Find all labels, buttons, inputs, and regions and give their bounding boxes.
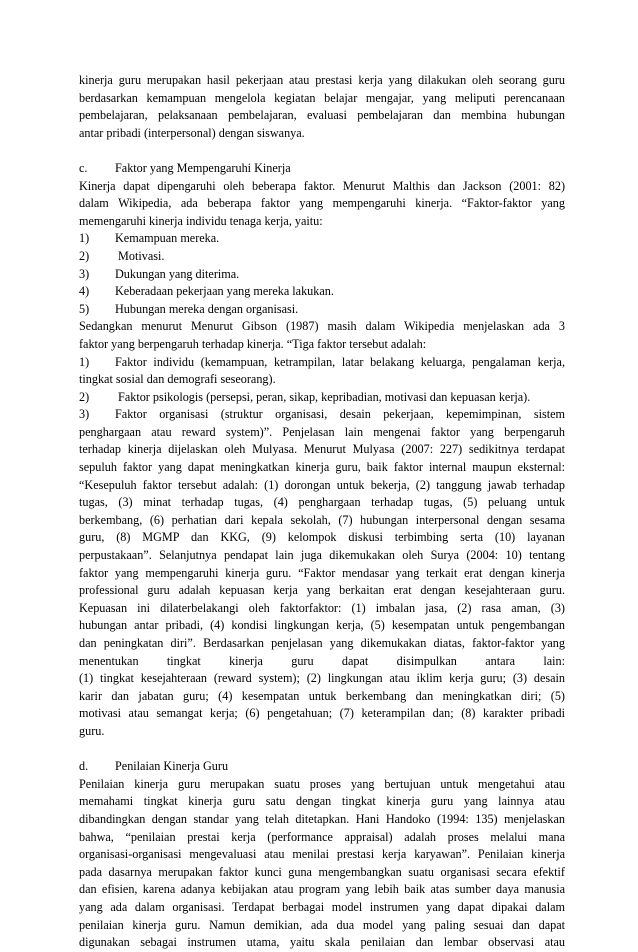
- text-line: professional guru adalah kepuasan kerja yang berkaitan erat dengan kesejahteraan guru.: [79, 583, 565, 598]
- text-line: pembelajaran, pelaksanaan pembelajaran, evaluasi pembelajaran dan membina hubungan: [79, 108, 565, 123]
- list-text: Faktor psikologis (persepsi, peran, sikap, kepribadian, motivasi dan kepuasan kerja).: [115, 389, 531, 404]
- text-line: antar pribadi (interpersonal) dengan siswanya.: [79, 125, 305, 140]
- text-line: dalam Wikipedia, ada beberapa faktor yang mempengaruhi kinerja. “Faktor-faktor yang: [79, 196, 565, 211]
- text-line: “Kesepuluh faktor tersebut adalah: (1) dorongan untuk bekerja, (2) tanggung jawab terhadap: [79, 477, 565, 492]
- text-line: Kinerja dapat dipengaruhi oleh beberapa faktor. Menurut Malthis dan Jackson (2001: 82): [79, 178, 565, 193]
- text-line: sepuluh faktor yang dapat meningkatkan kinerja guru, baik faktor internal maupun eksternal:: [79, 460, 565, 475]
- text-line: karir dan jabatan guru; (4) kesempatan untuk berkembang dan meningkatkan diri; (5): [79, 688, 565, 703]
- text-line: pada dasarnya merupakan faktor kunci guna mengembangkan suatu organisasi secara efektif: [79, 864, 565, 879]
- intro-paragraph: [79, 72, 565, 142]
- text-line: Sedangkan menurut Menurut Gibson (1987) masih dalam Wikipedia menjelaskan ada 3: [79, 319, 565, 334]
- section-c-heading: [79, 160, 565, 178]
- list-text: Faktor individu (kemampuan, ketrampilan, latar belakang keluarga, pengalaman kerja,: [115, 354, 565, 369]
- text-line: tugas, (3) minat terhadap tugas, (4) penghargaan terhadap tugas, (5) peluang untuk: [79, 495, 565, 510]
- text-line: terhadap kinerja dijelaskan oleh Mulyasa. Menurut Mulyasa (2007: 227) sedikitnya terdapat: [79, 442, 565, 457]
- list-item: [79, 389, 565, 407]
- list-number: 3): [79, 266, 90, 281]
- list-item: [79, 266, 565, 284]
- list-number: 2): [79, 248, 90, 263]
- list-number: 2): [79, 389, 90, 404]
- list-item: [79, 230, 565, 248]
- text-line: memengaruhi kinerja individu tenaga kerja, yaitu:: [79, 213, 323, 228]
- text-line: (1) tingkat kesejahteraan (reward system); (2) lingkungan atau iklim kerja guru; (3) desain: [79, 671, 565, 686]
- section-c-paragraph-a: [79, 178, 565, 231]
- list-item: [79, 248, 565, 266]
- text-line: Penilaian kinerja guru merupakan suatu proses yang bertujuan untuk mengetahui atau: [79, 776, 565, 791]
- text-line: memahami tingkat kinerja guru satu dengan tingkat kinerja guru yang lainnya atau: [79, 794, 565, 809]
- list-text: Kemampuan mereka.: [115, 231, 220, 246]
- document-page: [79, 72, 565, 952]
- list-text: Faktor organisasi (struktur organisasi, desain pekerjaan, kepemimpinan, sistem: [115, 407, 565, 422]
- section-marker: c.: [79, 160, 88, 175]
- text-line: yang ada dalam organisasi. Terdapat berbagai model instrumen yang dapat dipakai dalam: [79, 899, 565, 914]
- section-title: Faktor yang Mempengaruhi Kinerja: [115, 160, 291, 175]
- text-line: faktor yang mempengaruhi kinerja guru. “Faktor mendasar yang terkait erat dengan kinerja: [79, 565, 565, 580]
- list-item: [79, 354, 565, 372]
- list-item: [79, 301, 565, 319]
- section-c-paragraph-b: [79, 318, 565, 353]
- text-line: dibandingkan dengan standar yang telah ditetapkan. Hani Handoko (1994: 135) menjelaskan: [79, 811, 565, 826]
- section-title: Penilaian Kinerja Guru: [115, 759, 229, 774]
- text-line: hubungan antar pribadi, (4) kondisi lingkungan kerja, (5) kesempatan untuk pengembangan: [79, 618, 565, 633]
- list-number: 1): [79, 231, 90, 246]
- section-d-heading: [79, 758, 565, 776]
- list-item-continuation: tingkat sosial dan demografi seseorang).: [79, 372, 276, 387]
- text-line: digunakan sebagai instrumen utama, yaitu skala penilaian dan lembar observasi atau: [79, 935, 565, 950]
- list-number: 5): [79, 301, 90, 316]
- text-line: penghargaan atau reward system)”. Penjelasan lain mengenai faktor yang berpengaruh: [79, 424, 565, 439]
- text-line: guru.: [79, 723, 105, 738]
- factor-list: [79, 230, 565, 318]
- section-d-paragraph: [79, 776, 565, 952]
- text-line: guru, (8) MGMP dan KKG, (9) kelompok diskusi terbimbing serta (10) layanan: [79, 530, 565, 545]
- list-text: Hubungan mereka dengan organisasi.: [115, 301, 299, 316]
- text-line: bahwa, “penilaian prestai kerja (performance appraisal) adalah proses melalui mana: [79, 829, 565, 844]
- list-number: 3): [79, 407, 90, 422]
- text-line: berdasarkan kemampuan mengelola kegiatan belajar mengajar, yang meliputi perencanaan: [79, 90, 565, 105]
- text-line: berkembang, (6) perhatian dari kepala sekolah, (7) hubungan interpersonal dengan sesama: [79, 512, 565, 527]
- text-line: dan efisien, karena adanya kebijakan atau program yang lebih baik atas sumber daya manusia: [79, 882, 565, 897]
- text-line: perpustakaan”. Selanjutnya pendapat lain juga dikemukakan oleh Surya (2004: 10) tentang: [79, 548, 565, 563]
- text-line: faktor yang berpengaruh terhadap kinerja. “Tiga faktor tersebut adalah:: [79, 336, 427, 351]
- list-text: Dukungan yang diterima.: [115, 266, 240, 281]
- text-line: organisasi-organisasi mengevaluasi atau menilai prestasi kerja karyawan”. Penilaian kinerja: [79, 847, 565, 862]
- text-line: penilaian kinerja guru. Namun demikian, ada dua model yang paling sesuai dan dapat: [79, 917, 565, 932]
- text-line: menentukan tingkat kinerja guru dapat disimpulkan antara lain:: [79, 653, 565, 668]
- list-item: [79, 406, 565, 424]
- section-c-paragraph-c: [79, 424, 565, 741]
- list-item: [79, 283, 565, 301]
- text-line: dan peningkatan diri”. Berdasarkan penjelasan yang dikemukakan diatas, faktor-faktor yang: [79, 636, 565, 650]
- list-text: Keberadaan pekerjaan yang mereka lakukan.: [115, 284, 334, 299]
- text-line: kinerja guru merupakan hasil pekerjaan atau prestasi kerja yang dilakukan oleh seorang guru: [79, 73, 565, 87]
- text-line: motivasi atau semangat kerja; (6) pengetahuan; (7) keterampilan dan; (8) karakter pribadi: [79, 706, 565, 721]
- list-text: Motivasi.: [115, 248, 165, 263]
- list-number: 4): [79, 284, 90, 299]
- section-marker: d.: [79, 759, 89, 774]
- list-number: 1): [79, 354, 90, 369]
- text-line: Kepuasan ini dilaterbelakangi oleh faktorfaktor: (1) imbalan jasa, (2) rasa aman, (3): [79, 600, 565, 615]
